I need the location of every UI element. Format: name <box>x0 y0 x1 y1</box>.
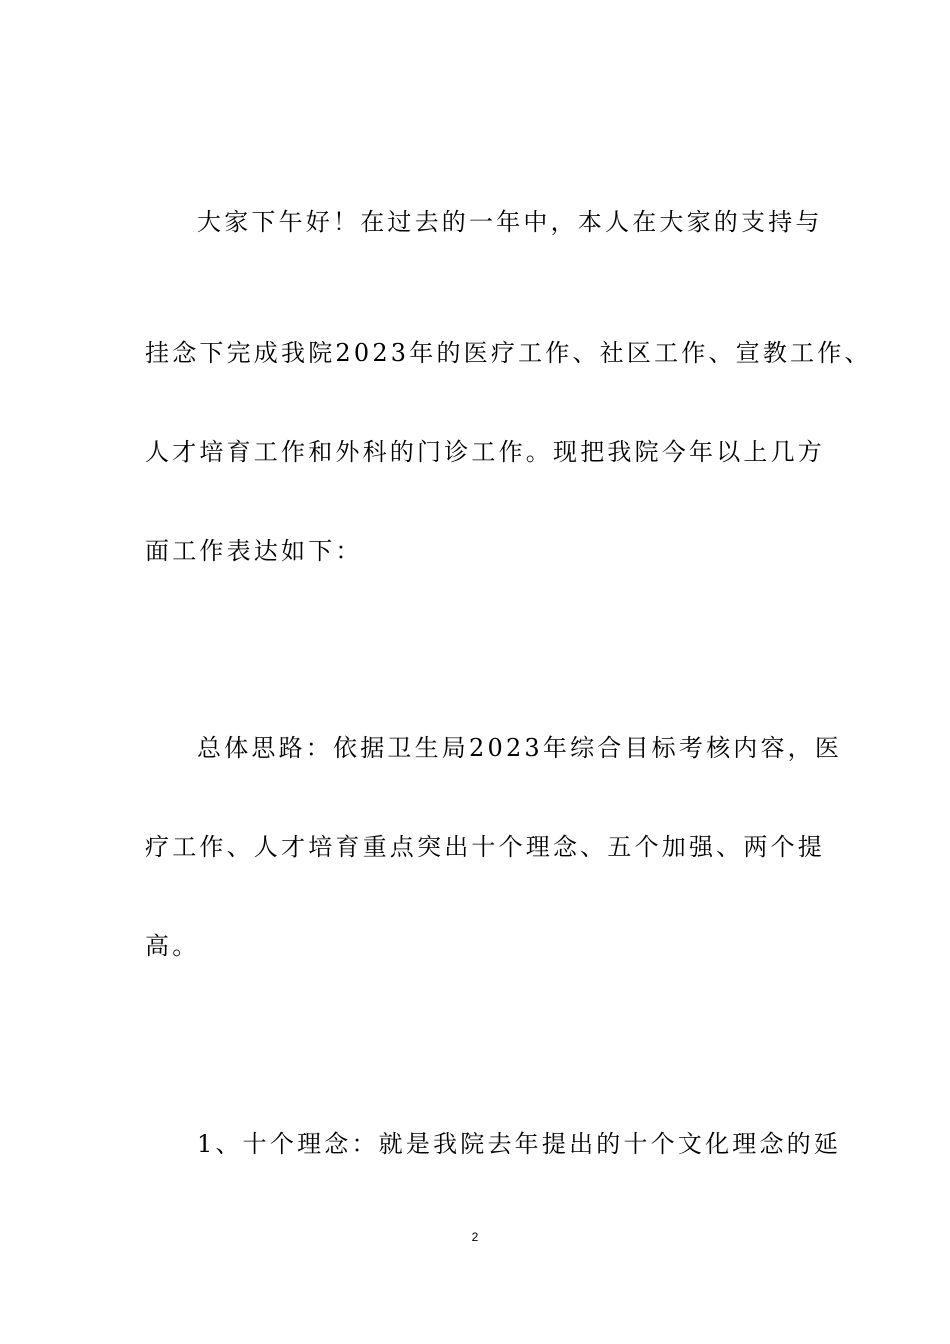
page-number: 2 <box>471 1230 479 1244</box>
paragraph-1-line-2: 挂念下完成我院2023年的医疗工作、社区工作、宣教工作、 <box>145 339 872 367</box>
paragraph-1-line-3: 人才培育工作和外科的门诊工作。现把我院今年以上几方 <box>145 438 825 466</box>
paragraph-2-line-1: 总体思路：依据卫生局2023年综合目标考核内容，医 <box>197 734 843 762</box>
paragraph-2-line-3: 高。 <box>145 932 200 960</box>
paragraph-3-line-1: 1、十个理念：就是我院去年提出的十个文化理念的延 <box>197 1130 842 1158</box>
paragraph-1-line-1: 大家下午好！在过去的一年中，本人在大家的支持与 <box>197 208 823 236</box>
paragraph-1-line-4: 面工作表达如下： <box>145 537 363 565</box>
paragraph-2-line-2: 疗工作、人才培育重点突出十个理念、五个加强、两个提 <box>145 833 825 861</box>
